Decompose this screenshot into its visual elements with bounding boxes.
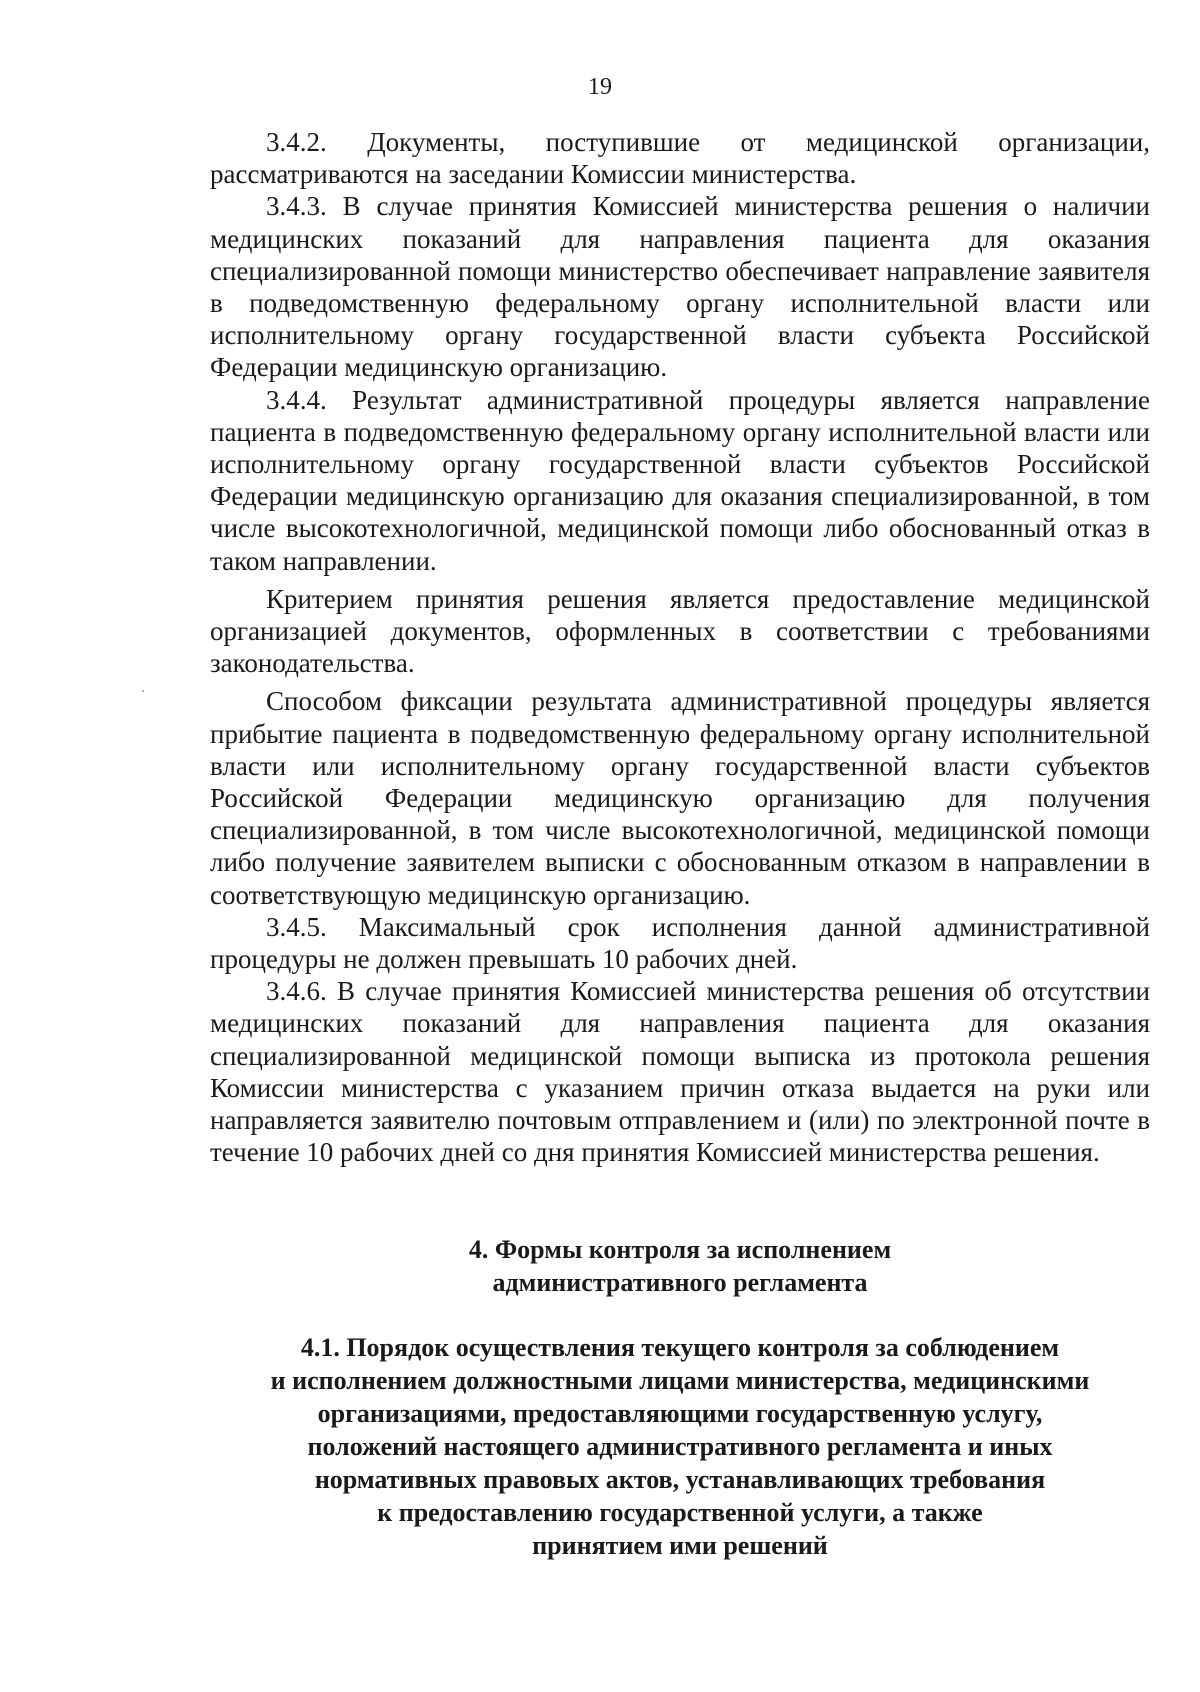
body-text xyxy=(210,126,1150,1169)
subsection-heading xyxy=(200,1331,1160,1562)
section-heading-line: административного регламента xyxy=(492,1268,868,1297)
subsection-heading-line: принятием ими решений xyxy=(532,1531,828,1560)
section-heading-line: 4. Формы контроля за исполнением xyxy=(468,1235,892,1264)
subsection-heading-line: положений настоящего административного регламента и иных xyxy=(307,1432,1053,1461)
paragraph-3-4-3: 3.4.3. В случае принятия Комиссией министерства решения о наличии медицинских показаний для направления пациента для оказания специализированной помощи министерство обеспечивает направление заявителя в подведомственную федеральному органу исполнительной власти или исполнительному органу государственной власти субъекта Российской Федерации медицинскую организацию. xyxy=(210,191,1150,383)
paragraph-fixation-method: Способом фиксации результата административной процедуры является прибытие пациента в подведомственную федеральному органу исполнительной власти или исполнительному органу государственной власти субъектов Российской Федерации медицинскую организацию для получения специализированной, в том числе высокотехнологичной, медицинской помощи либо получение заявителем выписки с обоснованным отказом в направлении в соответствующую медицинскую организацию. xyxy=(210,686,1150,910)
subsection-heading-line: нормативных правовых актов, устанавливающих требования xyxy=(314,1465,1046,1494)
paragraph-3-4-6: 3.4.6. В случае принятия Комиссией министерства решения об отсутствии медицинских показаний для направления пациента для оказания специализированной медицинской помощи выписка из протокола решения Комиссии министерства с указанием причин отказа выдается на руки или направляется заявителю почтовым отправлением и (или) по электронной почте в течение 10 рабочих дней со дня принятия Комиссией министерства решения. xyxy=(210,976,1150,1168)
section-heading xyxy=(200,1233,1160,1299)
subsection-heading-line: к предоставлению государственной услуги, а также xyxy=(377,1498,983,1527)
paragraph-3-4-5: 3.4.5. Максимальный срок исполнения данной административной процедуры не должен превышать 10 рабочих дней. xyxy=(210,911,1150,975)
paragraph-3-4-2: 3.4.2. Документы, поступившие от медицинской организации, рассматриваются на заседании Комиссии министерства. xyxy=(210,127,1150,190)
paragraph-criterion: Критерием принятия решения является предоставление медицинской организацией документов, оформленных в соответствии с требованиями законодательства. xyxy=(210,583,1150,679)
subsection-heading-line: организациями, предоставляющими государственную услугу, xyxy=(317,1399,1043,1428)
subsection-heading-line: и исполнением должностными лицами министерства, медицинскими xyxy=(270,1366,1090,1395)
scan-artifact xyxy=(142,690,144,692)
paragraph-3-4-4: 3.4.4. Результат административной процедуры является направление пациента в подведомственную федеральному органу исполнительной власти или исполнительному органу государственной власти субъектов Российской Федерации медицинскую организацию для оказания специализированной, в том числе высокотехнологичной, медицинской помощи либо обоснованный отказ в таком направлении. xyxy=(210,384,1150,576)
subsection-heading-line: 4.1. Порядок осуществления текущего контроля за соблюдением xyxy=(300,1333,1060,1362)
page-number: 19 xyxy=(588,74,612,100)
